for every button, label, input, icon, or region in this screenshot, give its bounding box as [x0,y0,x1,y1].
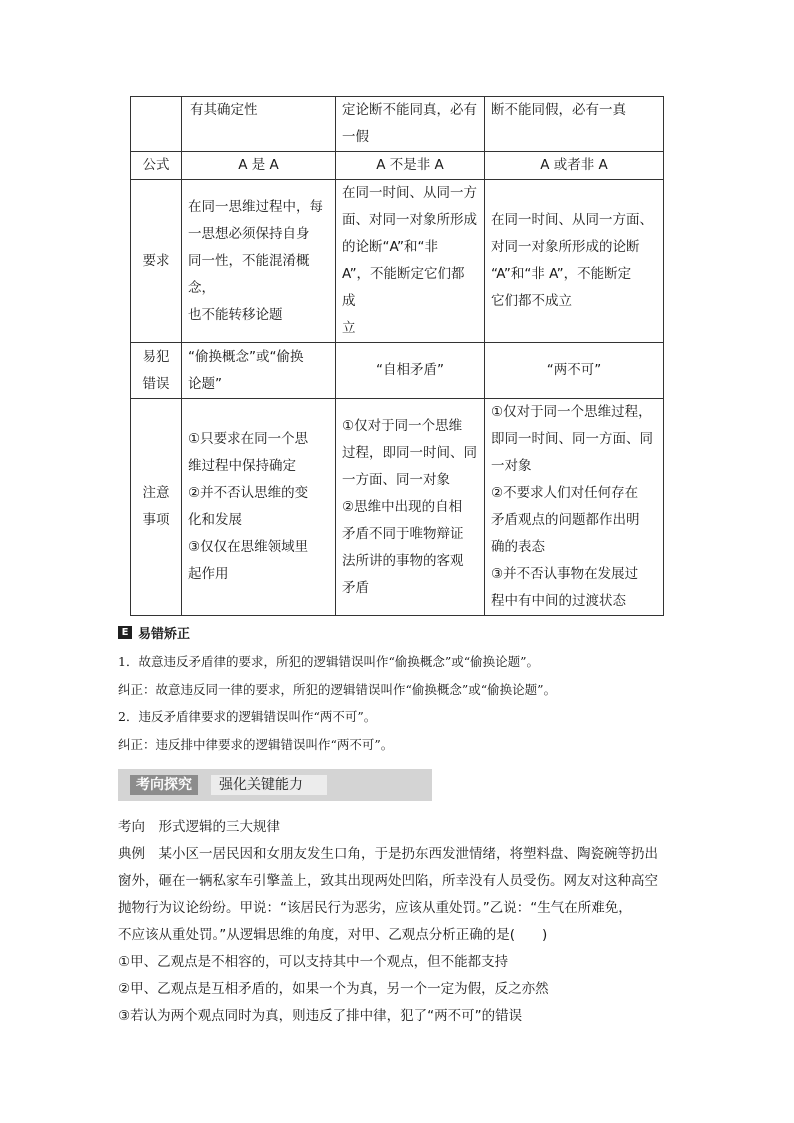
label-line: 注意 [142,485,170,501]
cell-line: 在同一时间、从同一方面、 [491,212,653,228]
cell-excluded-middle-errors: “两不可” [485,343,664,399]
cell-line: ③仅仅在思维领域里 [188,539,309,555]
cell-line: 的论断“A”和“非 [342,239,439,255]
cell-contradiction-errors: “自相矛盾” [336,343,485,399]
cell-excluded-middle-notes [485,399,664,616]
example-section [118,814,678,1030]
fix-correction: 纠正：故意违反同一律的要求，所犯的逻辑错误叫作“偷换概念”或“偷换论题”。 [118,682,557,697]
table-row-requirement [131,180,664,343]
option-line: ②甲、乙观点是互相矛盾的，如果一个为真，另一个一定为假，反之亦然 [118,981,549,997]
cell-identity-formula: A 是 A [182,152,336,180]
cell-line: ①仅对于同一个思维 [342,417,463,434]
error-fix-icon: E [118,626,132,639]
cell-line: 过程，即同一时间、同 [342,444,477,461]
cell-identity-errors [182,343,336,399]
option-line: ③若认为两个观点同时为真，则违反了排中律，犯了“两不可”的错误 [118,1008,523,1024]
cell-line: 即同一时间、同一方面、同 [491,431,653,447]
cell-line: 立 [342,320,356,336]
row-label-notes [131,399,182,616]
fix-correction: 纠正：违反排中律要求的逻辑错误叫作“两不可”。 [118,737,394,752]
cell-line: 一思想必须保持自身 [188,225,310,242]
row-label-empty [131,97,182,152]
cell-contradiction-cont [336,97,485,152]
cell-identity-notes [182,399,336,616]
cell-line: 一方面、同一对象 [342,471,450,488]
section-heading: 考向 形式逻辑的三大规律 [118,819,280,835]
cell-identity-requirement [182,180,336,343]
cell-line: 矛盾 [342,579,369,596]
cell-line: 确的表态 [491,539,545,555]
cell-line: 它们都不成立 [491,293,572,309]
cell-line: “偷换概念”或“偷换 [188,348,304,365]
cell-line: ①仅对于同一个思维过程， [491,404,652,420]
cell-line: ①只要求在同一个思 [188,431,309,447]
cell-line: 一假 [342,129,369,145]
table-row-continuation [131,97,664,152]
section-banner [118,769,432,801]
cell-line: 矛盾观点的问题都作出明 [491,512,640,528]
cell-excluded-middle-formula: A 或者非 A [485,152,664,180]
cell-line: 论题” [188,375,222,392]
cell-line: 在同一时间、从同一方 [342,185,477,201]
cell-line: 程中有中间的过渡状态 [491,593,626,609]
table-row-formula [131,152,664,180]
cell-excluded-middle-cont: 断不能同假，必有一真 [485,97,664,152]
cell-line: “A”和“非 A”，不能断定 [491,266,632,282]
cell-line: 法所讲的事物的客观 [342,552,464,569]
paragraph-line: 不应该从重处罚。”从逻辑思维的角度，对甲、乙观点分析正确的是( ) [118,927,548,943]
cell-line: ②不要求人们对任何存在 [491,485,639,501]
cell-line: A”，不能断定它们都成 [342,266,465,309]
cell-line: ②思维中出现的自相 [342,498,463,515]
cell-line: 在同一思维过程中，每 [188,198,323,215]
cell-line: 起作用 [188,566,229,582]
error-fix-heading [118,623,190,642]
cell-line: ②并不否认思维的变 [188,485,309,501]
row-label-errors [131,343,182,399]
cell-excluded-middle-requirement [485,180,664,343]
cell-line: 同一性，不能混淆概念， [188,252,310,296]
row-label-formula: 公式 [131,152,182,180]
paragraph-line: 窗外，砸在一辆私家车引擎盖上，致其出现两处凹陷，所幸没有人员受伤。网友对这种高空 [118,873,658,889]
row-label-requirement: 要求 [131,180,182,343]
banner-subtitle: 强化关键能力 [211,775,327,795]
paragraph-line: 抛物行为议论纷纷。甲说：“该居民行为恶劣，应该从重处罚。”乙说：“生气在所难免， [118,900,632,916]
label-line: 错误 [142,375,170,392]
fix-statement: 2．违反矛盾律要求的逻辑错误叫作“两不可”。 [118,709,377,724]
paragraph-line: 典例 某小区一居民因和女朋友发生口角，于是扔东西发泄情绪，将塑料盘、陶瓷碗等扔出 [118,846,658,862]
cell-line: 定论断不能同真，必有 [342,102,477,118]
cell-contradiction-formula: A 不是非 A [336,152,485,180]
logic-laws-table [130,96,664,616]
table-row-errors [131,343,664,399]
cell-line: 化和发展 [188,512,242,528]
cell-line: 矛盾不同于唯物辩证 [342,525,464,542]
cell-line: 一对象 [491,458,532,474]
cell-line: 维过程中保持确定 [188,458,296,474]
label-line: 易犯 [142,348,170,365]
cell-line: 面、对同一对象所形成 [342,212,477,228]
cell-identity-cont: 有其确定性 [182,97,336,152]
fix-statement: 1．故意违反矛盾律的要求，所犯的逻辑错误叫作“偷换概念”或“偷换论题”。 [118,654,540,669]
banner-label: 考向探究 [130,775,198,795]
error-fix-title: 易错矫正 [138,627,191,642]
option-line: ①甲、乙观点是不相容的，可以支持其中一个观点，但不能都支持 [118,954,509,970]
cell-line: 对同一对象所形成的论断 [491,239,640,255]
cell-contradiction-notes [336,399,485,616]
label-line: 事项 [142,512,170,528]
cell-contradiction-requirement [336,180,485,343]
table-row-notes [131,399,664,616]
cell-line: 也不能转移论题 [188,306,283,323]
cell-line: ③并不否认事物在发展过 [491,566,639,582]
